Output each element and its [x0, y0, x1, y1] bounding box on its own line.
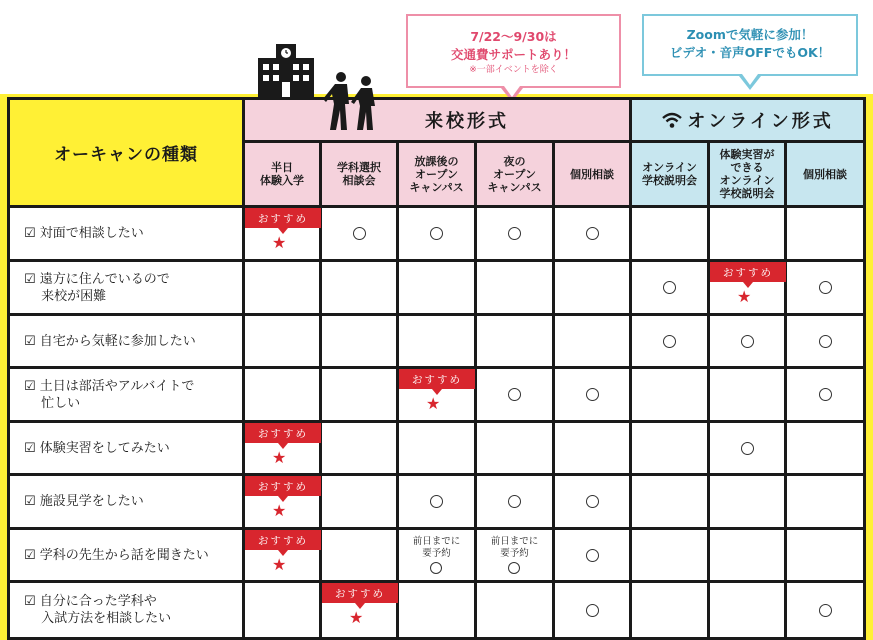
- table-cell: [632, 530, 707, 580]
- table-cell: [710, 369, 784, 420]
- recommend-badge: [399, 369, 474, 415]
- available-circle-icon: [663, 335, 676, 348]
- row-label: [10, 316, 242, 366]
- table-cell: [399, 369, 474, 420]
- column-header-label: 半日 体験入学: [260, 161, 304, 187]
- column-header-label: 個別相談: [570, 167, 614, 181]
- reservation-note: [413, 536, 461, 574]
- table-cell: [245, 208, 319, 259]
- star-icon: ★: [272, 233, 287, 252]
- column-header: [399, 143, 474, 205]
- table-cell: [555, 316, 629, 366]
- recommend-badge: [245, 530, 319, 576]
- column-header-label: 学科選択 相談会: [337, 161, 381, 187]
- bubble-tail-inner: [742, 74, 758, 85]
- table-cell: [322, 530, 396, 580]
- table-cell: [477, 476, 552, 527]
- recommend-label: おすすめ: [245, 423, 321, 443]
- table-cell: [399, 423, 474, 473]
- table-cell: [632, 208, 707, 259]
- available-circle-icon: [741, 442, 754, 455]
- table-cell: [322, 476, 396, 527]
- table-cell: [555, 262, 629, 313]
- column-header-label: 放課後の オープン キャンパス: [409, 154, 464, 194]
- online-header-title: オンライン形式: [687, 111, 834, 132]
- recommend-badge: [245, 476, 319, 522]
- recommend-label: おすすめ: [399, 369, 475, 389]
- available-circle-icon: [586, 604, 599, 617]
- table-cell: [710, 583, 784, 637]
- available-circle-icon: [586, 227, 599, 240]
- row-label-text: ☑ 自宅から気軽に参加したい: [24, 333, 196, 349]
- recommend-badge: [710, 262, 784, 308]
- table-cell: [632, 262, 707, 313]
- available-circle-icon: [508, 227, 521, 240]
- star-icon: ★: [272, 555, 287, 574]
- table-cell: [787, 583, 863, 637]
- reservation-note-text: 前日までに 要予約: [490, 536, 539, 559]
- table-cell: [787, 262, 863, 313]
- table-cell: [399, 262, 474, 313]
- table-cell: [787, 423, 863, 473]
- table-cell: [245, 583, 319, 637]
- table-cell: [399, 530, 474, 580]
- table-cell: [245, 423, 319, 473]
- recommend-label: おすすめ: [245, 208, 321, 228]
- table-cell: [477, 530, 552, 580]
- table-cell: [632, 583, 707, 637]
- table-cell: [632, 369, 707, 420]
- bubble-line2: ビデオ・音声OFFでもOK！: [669, 45, 831, 60]
- table-cell: [787, 369, 863, 420]
- star-icon: ★: [272, 501, 287, 520]
- table-cell: [322, 316, 396, 366]
- table-cell: [477, 423, 552, 473]
- table-cell: [555, 369, 629, 420]
- available-circle-icon: [663, 281, 676, 294]
- table-cell: [477, 262, 552, 313]
- available-circle-icon: [508, 388, 521, 401]
- table-cell: [477, 208, 552, 259]
- table-cell: [710, 423, 784, 473]
- recommend-label: おすすめ: [245, 530, 321, 550]
- recommend-badge: [245, 423, 319, 469]
- reservation-note-text: 前日までに 要予約: [412, 536, 461, 559]
- table-cell: [787, 208, 863, 259]
- available-circle-icon: [586, 549, 599, 562]
- type-header-title: オーキャンの種類: [54, 145, 198, 165]
- table-cell: [322, 369, 396, 420]
- recommend-label: おすすめ: [245, 476, 321, 496]
- walking-people-icon: [323, 70, 385, 132]
- wifi-icon: [661, 111, 683, 129]
- table-cell: [555, 476, 629, 527]
- table-cell: [710, 262, 784, 313]
- bubble-line1: 7/22〜9/30は: [470, 29, 557, 44]
- table-cell: [322, 208, 396, 259]
- table-cell: [322, 423, 396, 473]
- table-cell: [245, 369, 319, 420]
- row-label-text: ☑ 遠方に住んでいるので 来校が困難: [24, 271, 170, 304]
- table-cell: [245, 262, 319, 313]
- row-label: [10, 583, 242, 637]
- available-circle-icon: [819, 388, 832, 401]
- column-header: [245, 143, 319, 205]
- row-label-text: ☑ 自分に合った学科や 入試方法を相談したい: [24, 594, 172, 626]
- online-zoom-bubble: [642, 14, 858, 76]
- recommend-label: おすすめ: [710, 262, 786, 282]
- row-label-text: ☑ 学科の先生から話を聞きたい: [24, 547, 209, 563]
- table-cell: [787, 316, 863, 366]
- star-icon: ★: [349, 608, 364, 627]
- row-label-text: ☑ 体験実習をしてみたい: [24, 440, 170, 456]
- available-circle-icon: [586, 388, 599, 401]
- campus-support-bubble: [406, 14, 621, 88]
- available-circle-icon: [819, 335, 832, 348]
- table-cell: [632, 316, 707, 366]
- available-circle-icon: [741, 335, 754, 348]
- recommend-label: おすすめ: [322, 583, 398, 603]
- table-cell: [399, 208, 474, 259]
- table-cell: [710, 476, 784, 527]
- row-label: [10, 476, 242, 527]
- column-header: [322, 143, 396, 205]
- row-label-text: ☑ 対面で相談したい: [24, 226, 144, 241]
- row-label: [10, 530, 242, 580]
- available-circle-icon: [819, 604, 832, 617]
- table-cell: [477, 369, 552, 420]
- column-header-label: オンライン 学校説明会: [642, 161, 697, 187]
- type-header: [10, 100, 242, 205]
- available-circle-icon: [819, 281, 832, 294]
- table-cell: [787, 476, 863, 527]
- row-label: [10, 262, 242, 313]
- table-cell: [399, 476, 474, 527]
- column-header-label: 夜の オープン キャンパス: [487, 154, 542, 194]
- available-circle-icon: [430, 562, 442, 574]
- available-circle-icon: [430, 227, 443, 240]
- bubble-note: ※一部イベントを除く: [469, 65, 558, 75]
- table-cell: [477, 316, 552, 366]
- table-cell: [632, 423, 707, 473]
- available-circle-icon: [508, 562, 520, 574]
- table-cell: [322, 262, 396, 313]
- column-header-label: 個別相談: [803, 167, 847, 181]
- bubble-line1: Zoomで気軽に参加！: [686, 27, 814, 42]
- table-cell: [710, 316, 784, 366]
- online-header: [632, 100, 863, 140]
- table-cell: [245, 530, 319, 580]
- column-header: [555, 143, 629, 205]
- available-circle-icon: [586, 495, 599, 508]
- bubble-tail-inner: [504, 86, 520, 97]
- table-cell: [245, 316, 319, 366]
- recommend-badge: [245, 208, 319, 254]
- available-circle-icon: [353, 227, 366, 240]
- row-label-text: ☑ 土日は部活やアルバイトで 忙しい: [24, 378, 195, 411]
- table-cell: [555, 583, 629, 637]
- school-building-icon: [258, 42, 314, 98]
- row-label: [10, 423, 242, 473]
- table-cell: [787, 530, 863, 580]
- star-icon: ★: [426, 394, 441, 413]
- star-icon: ★: [272, 448, 287, 467]
- column-header-label: 体験実習が できる オンライン 学校説明会: [719, 148, 775, 200]
- table-cell: [245, 476, 319, 527]
- row-label: [10, 369, 242, 420]
- table-cell: [555, 423, 629, 473]
- table-cell: [477, 583, 552, 637]
- table-cell: [555, 530, 629, 580]
- row-label: [10, 208, 242, 259]
- column-header: [477, 143, 552, 205]
- bubble-line2: 交通費サポートあり！: [450, 47, 576, 62]
- available-circle-icon: [508, 495, 521, 508]
- column-header: [632, 143, 707, 205]
- available-circle-icon: [430, 495, 443, 508]
- reservation-note: [491, 536, 539, 574]
- recommend-badge: [322, 583, 396, 629]
- column-header: [710, 143, 784, 205]
- campus-header-title: 来校形式: [425, 111, 509, 132]
- table-cell: [399, 583, 474, 637]
- table-cell: [555, 208, 629, 259]
- campus-header: [245, 100, 629, 140]
- row-label-text: ☑ 施設見学をしたい: [24, 494, 144, 509]
- table-cell: [710, 530, 784, 580]
- table-cell: [399, 316, 474, 366]
- column-header: [787, 143, 863, 205]
- table-cell: [632, 476, 707, 527]
- star-icon: ★: [737, 287, 752, 306]
- table-cell: [322, 583, 396, 637]
- table-cell: [710, 208, 784, 259]
